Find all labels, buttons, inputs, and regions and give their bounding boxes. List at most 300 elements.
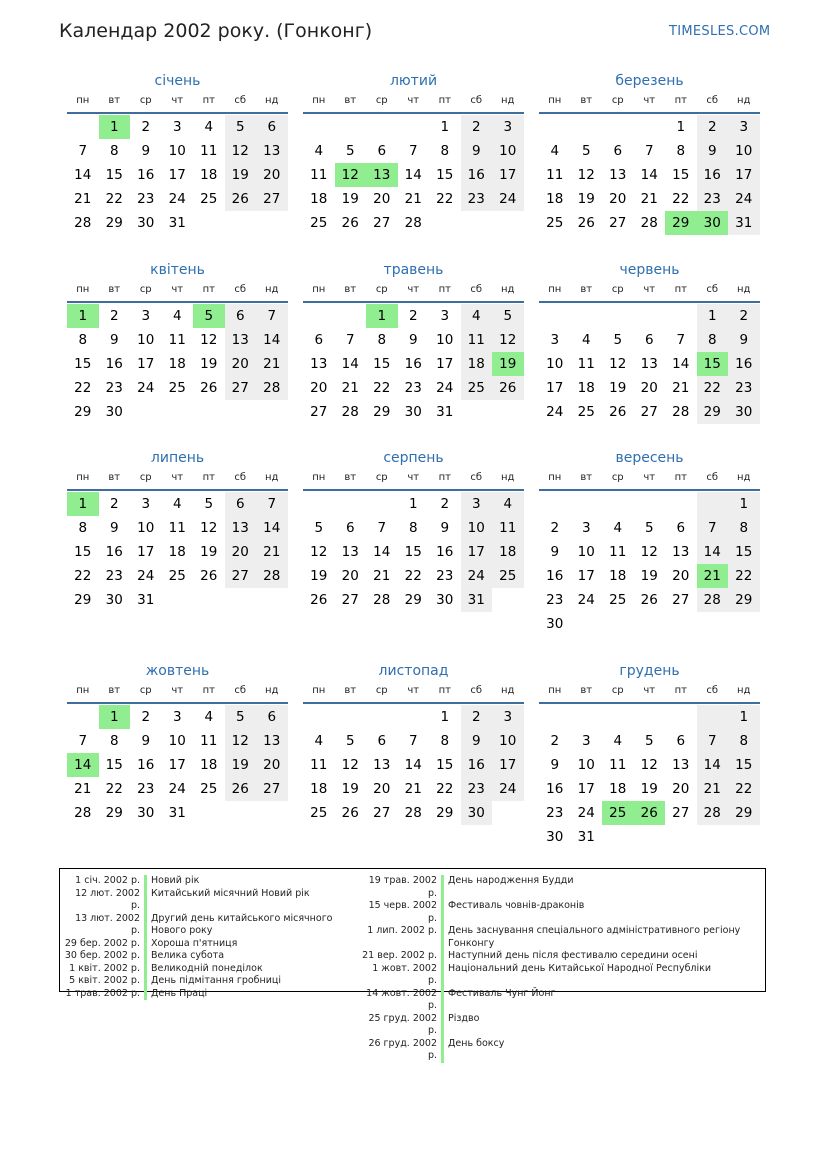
weekday-label: ср xyxy=(375,472,388,483)
holiday-day-cell: 1 xyxy=(67,492,99,516)
day-cell: 10 xyxy=(168,143,186,159)
weekday-label: нд xyxy=(501,284,515,295)
legend-marker xyxy=(144,988,147,1001)
day-cell: 23 xyxy=(461,187,493,211)
weekday-header xyxy=(67,684,288,702)
legend-date: 19 трав. 2002 р. xyxy=(368,875,437,899)
legend-row xyxy=(64,963,351,976)
weekday-header xyxy=(67,471,288,489)
weekday-label: сб xyxy=(470,472,483,483)
day-cell: 3 xyxy=(728,115,760,139)
day-cell: 20 xyxy=(256,163,288,187)
month-block xyxy=(539,261,760,424)
weekday-label: чт xyxy=(643,95,656,106)
legend-row xyxy=(64,950,351,963)
header-divider xyxy=(303,489,524,491)
weekday-label: нд xyxy=(265,95,279,106)
weekday-label: вт xyxy=(580,284,593,295)
day-grid xyxy=(67,705,288,825)
day-cell: 30 xyxy=(546,616,564,632)
day-cell: 20 xyxy=(672,781,690,797)
legend-row xyxy=(64,888,351,913)
day-cell: 17 xyxy=(492,753,524,777)
weekday-label: пн xyxy=(312,284,326,295)
weekday-label: нд xyxy=(265,284,279,295)
weekday-label: пн xyxy=(312,472,326,483)
day-cell: 11 xyxy=(200,143,218,159)
day-cell: 21 xyxy=(74,781,92,797)
day-cell: 30 xyxy=(436,592,454,608)
day-cell: 9 xyxy=(550,544,560,560)
day-cell: 19 xyxy=(225,753,257,777)
empty-cell xyxy=(602,304,634,328)
day-cell: 27 xyxy=(341,592,359,608)
day-cell: 23 xyxy=(697,187,729,211)
weekday-label: пт xyxy=(674,685,687,696)
day-cell: 17 xyxy=(577,568,595,584)
day-cell: 3 xyxy=(492,115,524,139)
legend-marker xyxy=(144,950,147,963)
day-cell: 29 xyxy=(74,592,92,608)
legend-marker xyxy=(441,950,444,963)
day-cell: 19 xyxy=(640,568,658,584)
legend-date: 13 лют. 2002 р. xyxy=(75,912,140,936)
day-cell: 7 xyxy=(377,520,387,536)
legend-holiday-name: Різдво xyxy=(448,1012,480,1024)
legend-date: 15 черв. 2002 р. xyxy=(368,900,437,924)
holiday-day-cell: 12 xyxy=(335,163,367,187)
day-cell: 1 xyxy=(440,119,450,135)
day-cell: 26 xyxy=(310,592,328,608)
day-cell: 3 xyxy=(141,308,151,324)
day-cell: 15 xyxy=(74,356,92,372)
header-divider xyxy=(539,489,760,491)
day-cell: 26 xyxy=(640,592,658,608)
day-cell: 7 xyxy=(676,332,686,348)
day-cell: 20 xyxy=(225,352,257,376)
weekday-label: сб xyxy=(234,284,247,295)
legend-holiday-name: Другий день китайського місячного Нового року xyxy=(151,912,333,936)
day-cell: 29 xyxy=(373,404,391,420)
day-cell: 19 xyxy=(609,380,627,396)
day-cell: 19 xyxy=(341,191,359,207)
day-cell: 26 xyxy=(200,568,218,584)
weekday-label: нд xyxy=(501,472,515,483)
day-cell: 30 xyxy=(137,215,155,231)
weekday-header xyxy=(303,471,524,489)
empty-cell xyxy=(67,115,99,139)
weekday-label: пт xyxy=(674,284,687,295)
day-cell: 4 xyxy=(581,332,591,348)
day-cell: 8 xyxy=(440,733,450,749)
month-name: червень xyxy=(619,262,680,278)
weekday-label: пт xyxy=(202,95,215,106)
day-cell: 4 xyxy=(613,733,623,749)
legend-date: 1 січ. 2002 р. xyxy=(75,875,140,886)
day-cell: 30 xyxy=(137,805,155,821)
weekday-header xyxy=(539,471,760,489)
site-link[interactable]: TIMESLES.COM xyxy=(669,24,771,39)
day-cell: 25 xyxy=(461,376,493,400)
day-cell: 10 xyxy=(137,332,155,348)
day-cell: 24 xyxy=(492,777,524,801)
day-cell: 21 xyxy=(256,540,288,564)
weekday-label: чт xyxy=(171,284,184,295)
legend-date: 25 груд. 2002 р. xyxy=(368,1012,437,1036)
day-cell: 12 xyxy=(640,544,658,560)
day-cell: 17 xyxy=(728,163,760,187)
legend-row xyxy=(64,875,351,888)
day-cell: 16 xyxy=(728,352,760,376)
day-cell: 22 xyxy=(105,191,123,207)
weekday-label: пт xyxy=(202,284,215,295)
day-cell: 23 xyxy=(404,380,422,396)
day-cell: 21 xyxy=(74,191,92,207)
day-cell: 11 xyxy=(310,167,328,183)
day-grid xyxy=(539,115,760,235)
weekday-label: вт xyxy=(344,95,357,106)
weekday-label: вт xyxy=(344,472,357,483)
day-cell: 14 xyxy=(697,540,729,564)
day-cell: 23 xyxy=(105,380,123,396)
day-cell: 27 xyxy=(225,376,257,400)
day-cell: 5 xyxy=(644,733,654,749)
legend-holiday-name: Фестиваль човнів-драконів xyxy=(448,900,585,911)
legend-date: 12 лют. 2002 р. xyxy=(75,887,140,911)
day-cell: 27 xyxy=(373,805,391,821)
day-cell: 16 xyxy=(105,544,123,560)
header-divider xyxy=(539,112,760,114)
day-cell: 2 xyxy=(728,304,760,328)
day-cell: 20 xyxy=(373,191,391,207)
empty-cell xyxy=(303,492,335,516)
weekday-label: ср xyxy=(611,284,624,295)
holiday-day-cell: 5 xyxy=(193,304,225,328)
day-cell: 24 xyxy=(577,592,595,608)
weekday-header xyxy=(539,94,760,112)
empty-cell xyxy=(335,705,367,729)
weekday-label: вт xyxy=(108,284,121,295)
legend-column-left xyxy=(64,875,351,1000)
day-cell: 2 xyxy=(550,520,560,536)
month-block xyxy=(67,662,288,825)
day-cell: 20 xyxy=(640,380,658,396)
legend-holiday-name: Великодній понеділок xyxy=(151,962,263,974)
legend-date: 30 бер. 2002 р. xyxy=(64,950,140,961)
weekday-label: ср xyxy=(139,95,152,106)
day-cell: 12 xyxy=(310,544,328,560)
day-cell: 25 xyxy=(200,191,218,207)
holiday-day-cell: 1 xyxy=(366,304,398,328)
empty-cell xyxy=(665,304,697,328)
day-cell: 11 xyxy=(461,328,493,352)
day-cell: 17 xyxy=(137,356,155,372)
holiday-day-cell: 1 xyxy=(67,304,99,328)
day-cell: 7 xyxy=(408,143,418,159)
day-cell: 12 xyxy=(225,139,257,163)
day-cell: 1 xyxy=(408,496,418,512)
weekday-label: пн xyxy=(548,685,562,696)
day-cell: 16 xyxy=(436,544,454,560)
day-cell: 23 xyxy=(461,777,493,801)
day-cell: 6 xyxy=(676,733,686,749)
legend-holiday-name: День народження Будди xyxy=(448,875,574,886)
holiday-legend xyxy=(59,868,766,1061)
weekday-label: вт xyxy=(580,685,593,696)
header-divider xyxy=(67,112,288,114)
day-cell: 29 xyxy=(436,805,454,821)
empty-cell xyxy=(303,705,335,729)
day-cell: 8 xyxy=(697,328,729,352)
day-cell: 24 xyxy=(492,187,524,211)
day-cell: 2 xyxy=(109,496,119,512)
day-cell: 29 xyxy=(404,592,422,608)
day-cell: 28 xyxy=(256,564,288,588)
weekday-label: нд xyxy=(501,685,515,696)
holiday-day-cell: 21 xyxy=(697,564,729,588)
holiday-day-cell: 15 xyxy=(697,352,729,376)
weekday-header xyxy=(303,94,524,112)
month-block xyxy=(539,72,760,235)
day-cell: 30 xyxy=(105,592,123,608)
legend-row xyxy=(64,988,351,1001)
day-cell: 9 xyxy=(141,143,151,159)
day-cell: 13 xyxy=(256,139,288,163)
legend-holiday-name: Велика субота xyxy=(151,950,225,961)
month-name: серпень xyxy=(383,450,444,466)
weekday-header xyxy=(67,94,288,112)
holiday-day-cell: 14 xyxy=(67,753,99,777)
month-name: липень xyxy=(150,450,205,466)
weekday-label: чт xyxy=(171,685,184,696)
day-cell: 11 xyxy=(609,757,627,773)
day-cell: 18 xyxy=(609,781,627,797)
weekday-label: ср xyxy=(611,95,624,106)
weekday-label: ср xyxy=(375,685,388,696)
day-cell: 6 xyxy=(256,115,288,139)
month-block xyxy=(67,72,288,235)
day-cell: 24 xyxy=(461,564,493,588)
day-cell: 16 xyxy=(546,781,564,797)
day-cell: 21 xyxy=(697,777,729,801)
legend-row xyxy=(361,1038,748,1063)
day-cell: 3 xyxy=(440,308,450,324)
day-cell: 31 xyxy=(168,805,186,821)
day-cell: 14 xyxy=(256,328,288,352)
weekday-label: сб xyxy=(706,95,719,106)
day-cell: 12 xyxy=(200,332,218,348)
month-name: травень xyxy=(383,262,444,278)
day-cell: 2 xyxy=(408,308,418,324)
holiday-day-cell: 25 xyxy=(602,801,634,825)
day-cell: 17 xyxy=(577,781,595,797)
day-cell: 22 xyxy=(728,777,760,801)
day-cell: 24 xyxy=(436,380,454,396)
empty-cell xyxy=(335,115,367,139)
weekday-label: пт xyxy=(674,95,687,106)
day-cell: 25 xyxy=(609,592,627,608)
legend-holiday-name: День боксу xyxy=(448,1037,505,1049)
weekday-label: пт xyxy=(674,472,687,483)
day-cell: 28 xyxy=(404,805,422,821)
day-cell: 4 xyxy=(172,308,182,324)
weekday-label: нд xyxy=(737,472,751,483)
day-cell: 3 xyxy=(550,332,560,348)
day-cell: 13 xyxy=(256,729,288,753)
day-cell: 7 xyxy=(256,492,288,516)
day-cell: 10 xyxy=(546,356,564,372)
month-block xyxy=(67,449,288,612)
day-cell: 12 xyxy=(640,757,658,773)
day-cell: 2 xyxy=(141,119,151,135)
day-cell: 31 xyxy=(728,211,760,235)
day-cell: 6 xyxy=(644,332,654,348)
day-cell: 28 xyxy=(404,215,422,231)
legend-holiday-name: День Праці xyxy=(151,987,208,999)
day-cell: 5 xyxy=(581,143,591,159)
day-cell: 17 xyxy=(492,163,524,187)
day-cell: 29 xyxy=(74,404,92,420)
legend-marker xyxy=(441,963,444,988)
day-grid xyxy=(67,492,288,612)
day-cell: 29 xyxy=(728,801,760,825)
legend-marker xyxy=(144,888,147,913)
day-cell: 11 xyxy=(310,757,328,773)
weekday-label: ср xyxy=(139,284,152,295)
day-cell: 10 xyxy=(577,544,595,560)
holiday-day-cell: 19 xyxy=(492,352,524,376)
day-cell: 4 xyxy=(204,709,214,725)
weekday-label: ср xyxy=(611,685,624,696)
weekday-label: сб xyxy=(706,284,719,295)
empty-cell xyxy=(303,115,335,139)
day-cell: 24 xyxy=(137,380,155,396)
day-cell: 15 xyxy=(728,753,760,777)
weekday-label: пн xyxy=(548,284,562,295)
weekday-label: пн xyxy=(76,95,90,106)
day-cell: 28 xyxy=(697,588,729,612)
weekday-label: вт xyxy=(108,685,121,696)
day-cell: 14 xyxy=(672,356,690,372)
day-cell: 20 xyxy=(373,781,391,797)
weekday-label: пт xyxy=(438,685,451,696)
day-cell: 5 xyxy=(345,733,355,749)
day-grid xyxy=(303,492,524,612)
legend-date: 1 трав. 2002 р. xyxy=(65,987,140,999)
weekday-label: чт xyxy=(643,685,656,696)
empty-cell xyxy=(634,705,666,729)
day-cell: 8 xyxy=(78,332,88,348)
day-cell: 12 xyxy=(577,167,595,183)
empty-cell xyxy=(602,705,634,729)
day-cell: 12 xyxy=(492,328,524,352)
day-cell: 12 xyxy=(341,757,359,773)
day-cell: 12 xyxy=(200,520,218,536)
day-cell: 16 xyxy=(137,167,155,183)
day-cell: 24 xyxy=(546,404,564,420)
month-name: листопад xyxy=(378,663,449,679)
day-cell: 14 xyxy=(640,167,658,183)
day-cell: 11 xyxy=(168,520,186,536)
day-cell: 16 xyxy=(461,163,493,187)
day-cell: 24 xyxy=(137,568,155,584)
day-cell: 9 xyxy=(461,139,493,163)
legend-holiday-name: Фестиваль Чунг Йонг xyxy=(448,987,556,999)
day-cell: 28 xyxy=(640,215,658,231)
legend-holiday-name: Китайський місячний Новий рік xyxy=(151,887,310,899)
day-cell: 2 xyxy=(461,705,493,729)
legend-row xyxy=(361,900,748,925)
day-cell: 8 xyxy=(440,143,450,159)
day-cell: 22 xyxy=(105,781,123,797)
day-cell: 21 xyxy=(404,781,422,797)
header-divider xyxy=(67,702,288,704)
day-cell: 6 xyxy=(345,520,355,536)
day-cell: 9 xyxy=(141,733,151,749)
legend-date: 5 квіт. 2002 р. xyxy=(69,975,140,986)
day-cell: 8 xyxy=(408,520,418,536)
day-cell: 9 xyxy=(440,520,450,536)
day-cell: 30 xyxy=(404,404,422,420)
day-cell: 26 xyxy=(341,805,359,821)
holiday-day-cell: 30 xyxy=(697,211,729,235)
legend-date: 1 лип. 2002 р. xyxy=(367,925,437,936)
day-cell: 13 xyxy=(672,544,690,560)
empty-cell xyxy=(335,492,367,516)
legend-holiday-name: Наступний день після фестивалю середини осені xyxy=(448,950,698,961)
day-cell: 6 xyxy=(613,143,623,159)
day-cell: 17 xyxy=(461,540,493,564)
day-cell: 19 xyxy=(225,163,257,187)
weekday-label: вт xyxy=(344,685,357,696)
empty-cell xyxy=(571,115,603,139)
day-cell: 23 xyxy=(436,568,454,584)
day-cell: 17 xyxy=(168,167,186,183)
legend-marker xyxy=(441,875,444,900)
weekday-label: сб xyxy=(470,95,483,106)
day-cell: 27 xyxy=(373,215,391,231)
day-cell: 22 xyxy=(373,380,391,396)
day-cell: 17 xyxy=(137,544,155,560)
weekday-label: вт xyxy=(580,95,593,106)
day-cell: 31 xyxy=(168,215,186,231)
day-cell: 27 xyxy=(609,215,627,231)
weekday-header xyxy=(303,684,524,702)
day-cell: 19 xyxy=(341,781,359,797)
day-cell: 5 xyxy=(644,520,654,536)
empty-cell xyxy=(634,115,666,139)
legend-row xyxy=(361,988,748,1013)
day-cell: 15 xyxy=(728,540,760,564)
empty-cell xyxy=(571,705,603,729)
day-cell: 25 xyxy=(168,568,186,584)
day-cell: 31 xyxy=(461,588,493,612)
month-name: лютий xyxy=(389,73,438,89)
day-cell: 25 xyxy=(577,404,595,420)
weekday-label: пн xyxy=(76,472,90,483)
day-cell: 21 xyxy=(672,380,690,396)
day-cell: 16 xyxy=(105,356,123,372)
legend-date: 29 бер. 2002 р. xyxy=(64,937,140,949)
day-cell: 26 xyxy=(225,187,257,211)
day-cell: 17 xyxy=(436,356,454,372)
empty-cell xyxy=(366,705,398,729)
empty-cell xyxy=(697,705,729,729)
holiday-day-cell: 1 xyxy=(99,705,131,729)
weekday-label: нд xyxy=(265,685,279,696)
weekday-label: пт xyxy=(438,472,451,483)
empty-cell xyxy=(366,492,398,516)
